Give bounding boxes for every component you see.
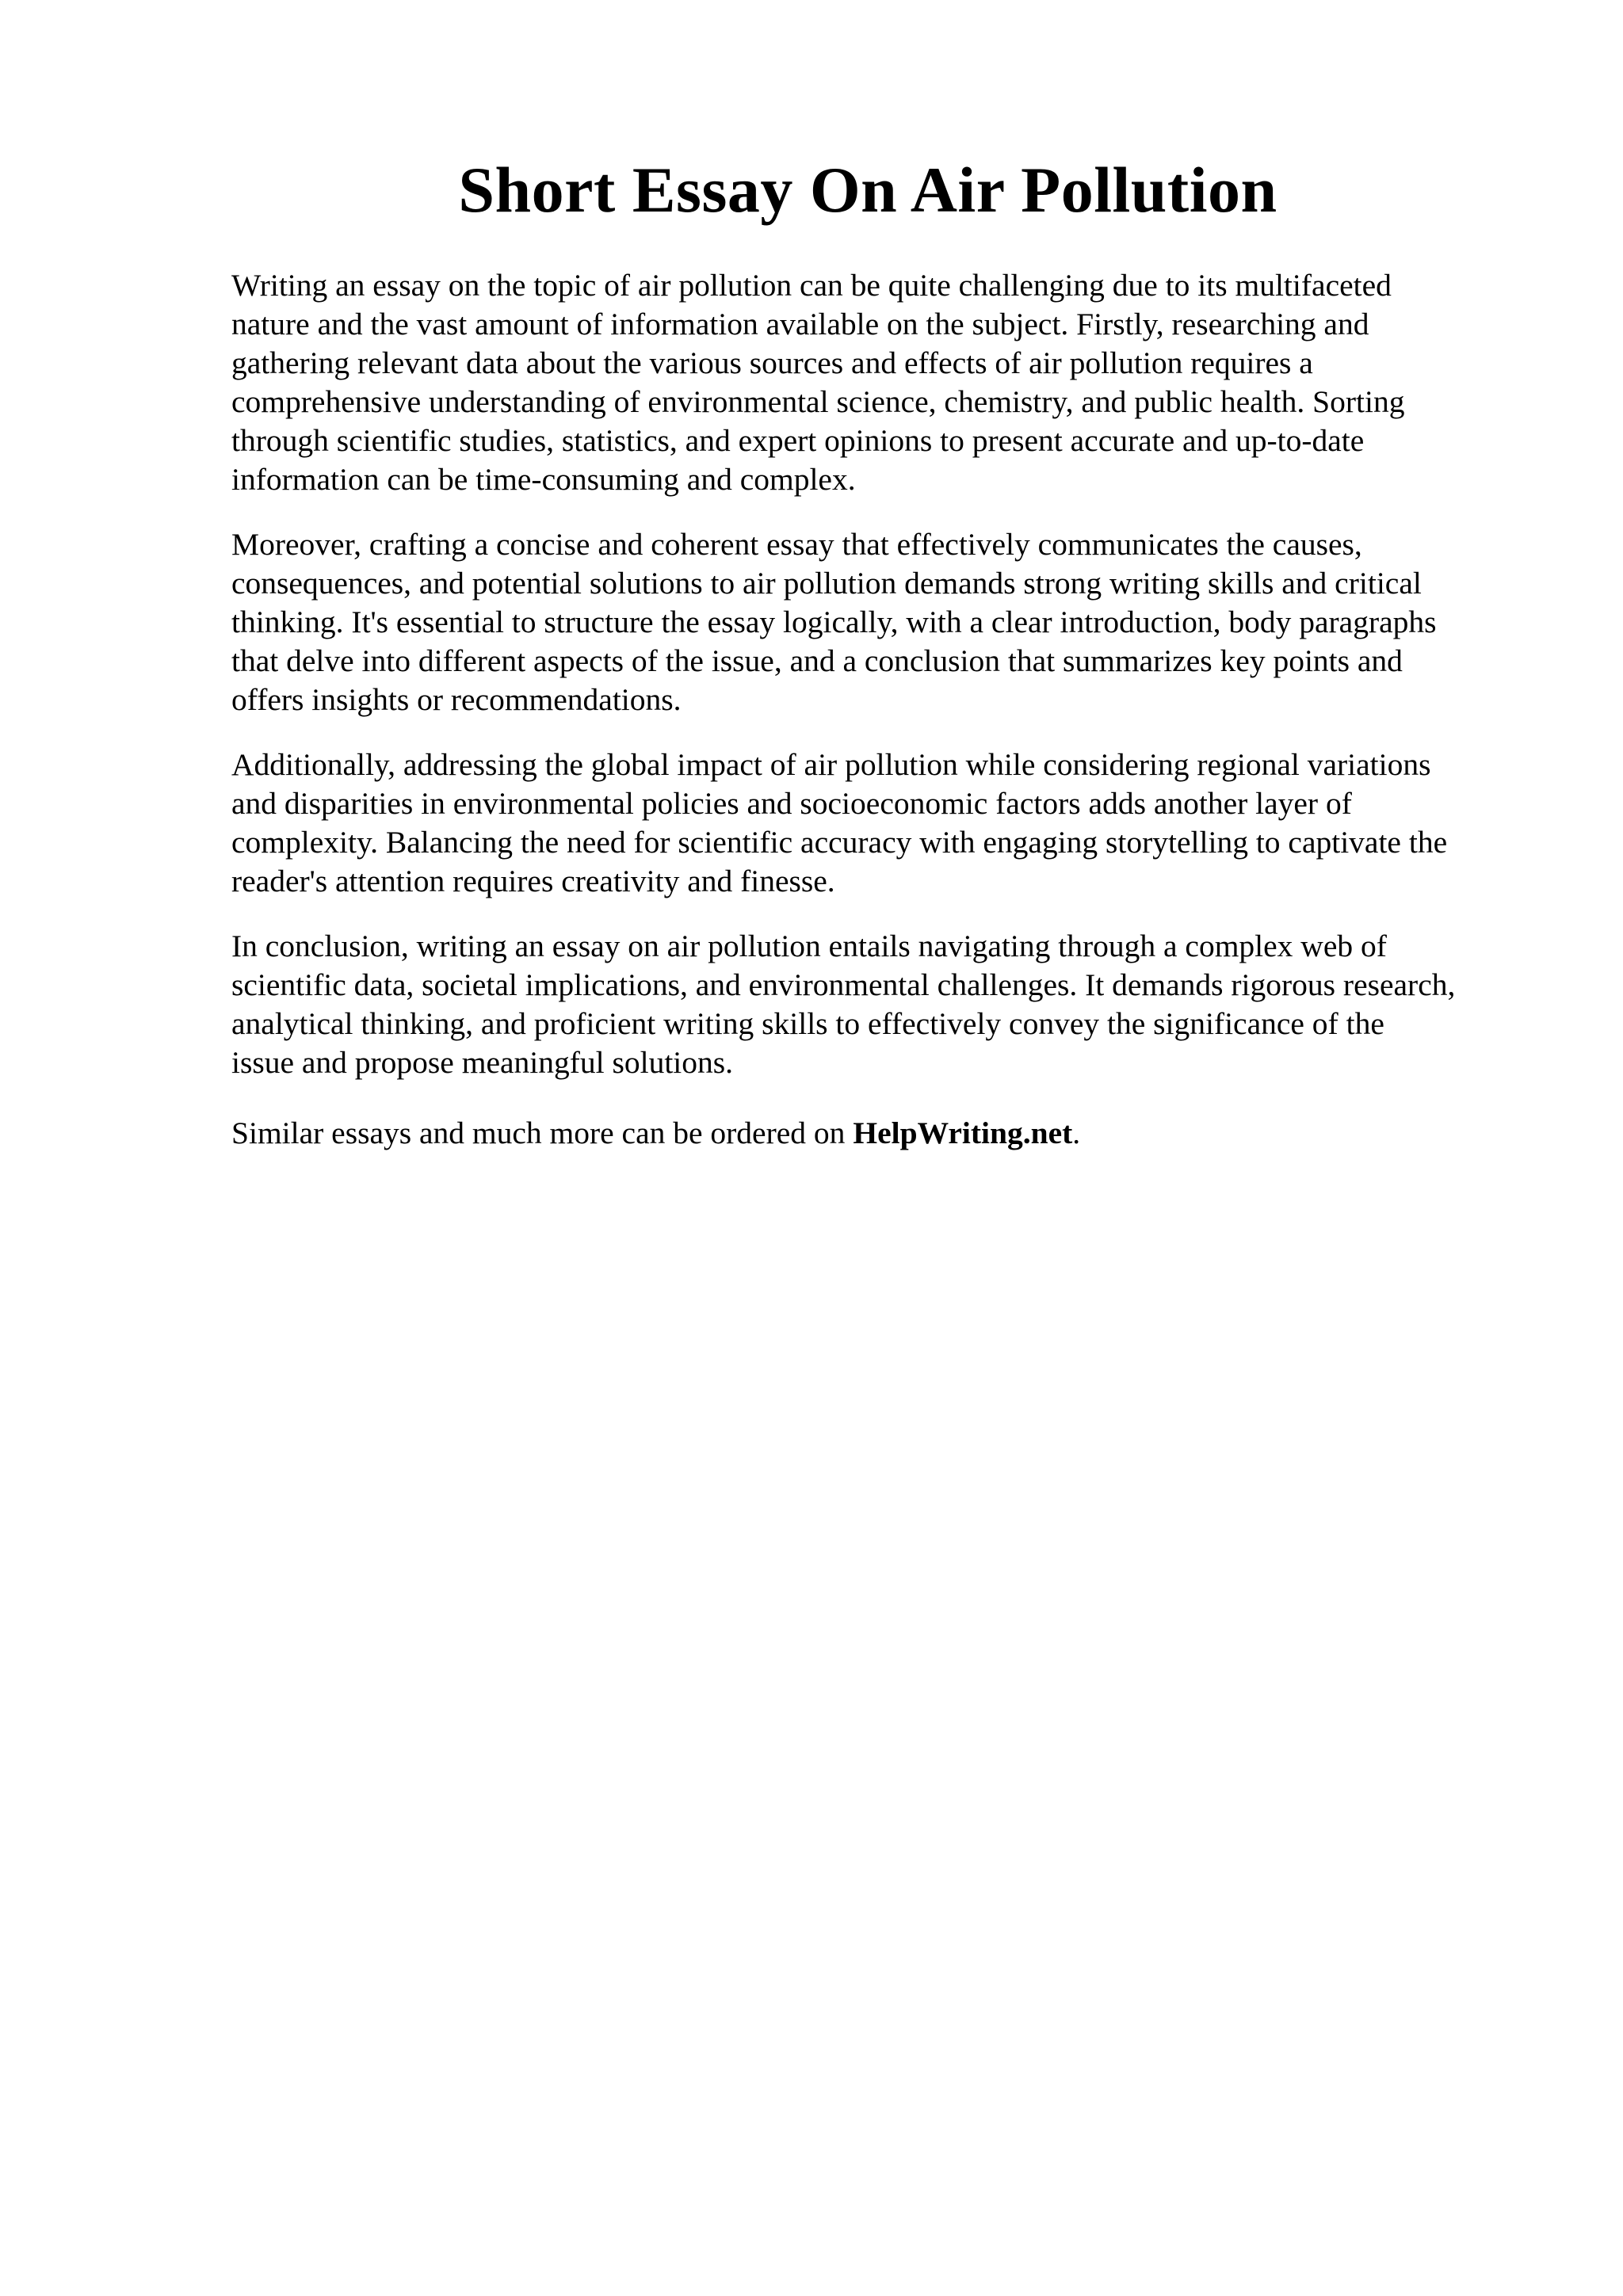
paragraph-line: information can be time-consuming and complex. bbox=[231, 462, 856, 497]
paragraph-line: gathering relevant data about the various sources and effects of air pollution requires a bbox=[231, 345, 1313, 380]
paragraph-2 bbox=[231, 525, 1531, 719]
paragraph-line: scientific data, societal implications, and environmental challenges. It demands rigorous research, bbox=[231, 967, 1456, 1002]
paragraph-line: and disparities in environmental policies and socioeconomic factors adds another layer of bbox=[231, 786, 1352, 821]
document-title: Short Essay On Air Pollution bbox=[458, 154, 1277, 226]
essay-body bbox=[231, 266, 1531, 1184]
paragraph-line: Writing an essay on the topic of air pollution can be quite challenging due to its multifaceted bbox=[231, 268, 1392, 303]
footer-prefix: Similar essays and much more can be ordered on bbox=[231, 1115, 846, 1150]
paragraph-line: consequences, and potential solutions to air pollution demands strong writing skills and critical bbox=[231, 566, 1422, 601]
paragraph-1 bbox=[231, 266, 1531, 499]
brand-link[interactable]: HelpWriting.net bbox=[853, 1115, 1073, 1150]
paragraph-3 bbox=[231, 746, 1531, 901]
paragraph-line: complexity. Balancing the need for scientific accuracy with engaging storytelling to captivate the bbox=[231, 825, 1448, 860]
footer-line bbox=[231, 1114, 1531, 1153]
paragraph-line: thinking. It's essential to structure the essay logically, with a clear introduction, body paragraphs bbox=[231, 605, 1437, 639]
paragraph-line: Additionally, addressing the global impact of air pollution while considering regional variations bbox=[231, 747, 1431, 782]
paragraph-4 bbox=[231, 927, 1531, 1082]
paragraph-line: analytical thinking, and proficient writing skills to effectively convey the significance of the bbox=[231, 1006, 1384, 1041]
paragraph-line: nature and the vast amount of information available on the subject. Firstly, researching and bbox=[231, 307, 1369, 341]
paragraph-line: that delve into different aspects of the issue, and a conclusion that summarizes key points and bbox=[231, 643, 1403, 678]
paragraph-line: comprehensive understanding of environmental science, chemistry, and public health. Sorting bbox=[231, 384, 1405, 419]
paragraph-line: offers insights or recommendations. bbox=[231, 682, 682, 717]
paragraph-line: Moreover, crafting a concise and coherent essay that effectively communicates the causes, bbox=[231, 527, 1362, 562]
footer-suffix: . bbox=[1072, 1115, 1081, 1150]
paragraph-line: through scientific studies, statistics, and expert opinions to present accurate and up-to-date bbox=[231, 423, 1365, 458]
paragraph-line: issue and propose meaningful solutions. bbox=[231, 1045, 734, 1080]
paragraph-line: In conclusion, writing an essay on air pollution entails navigating through a complex web of bbox=[231, 929, 1387, 963]
paragraph-line: reader's attention requires creativity and finesse. bbox=[231, 864, 835, 898]
